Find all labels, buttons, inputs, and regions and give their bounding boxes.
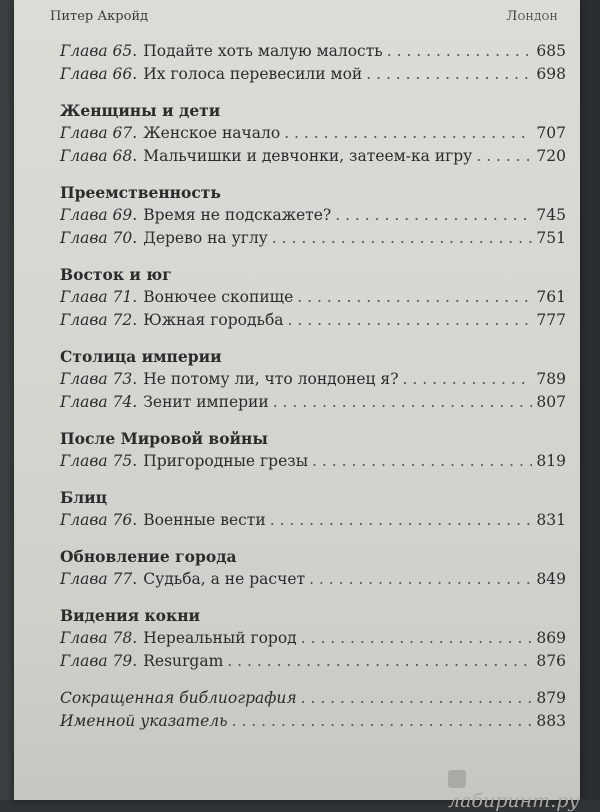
- toc-entry[interactable]: [60, 122, 566, 145]
- dot-leader: [270, 509, 533, 532]
- page-number: 777: [536, 311, 566, 329]
- watermark-text: лабиринт.ру: [448, 790, 580, 812]
- page-number: 745: [536, 206, 566, 224]
- dot-leader: [476, 145, 532, 168]
- section-title: Столица империи: [60, 347, 222, 366]
- chapter-separator: .: [132, 393, 138, 411]
- page-number: 789: [536, 370, 566, 388]
- chapter-title: Дерево на углу: [143, 229, 268, 247]
- section-title: Блиц: [60, 488, 108, 507]
- page-number: 807: [536, 393, 566, 411]
- page-number: 707: [536, 124, 566, 142]
- chapter-separator: .: [132, 370, 138, 388]
- chapter-separator: .: [132, 229, 138, 247]
- chapter-title: Военные вести: [143, 511, 266, 529]
- section-title: После Мировой войны: [60, 429, 268, 448]
- chapter-title: Женское начало: [143, 124, 281, 142]
- section-title: Преемственность: [60, 183, 221, 202]
- dot-leader: [335, 204, 532, 227]
- toc-section: [60, 182, 566, 250]
- chapter-title: Время не подскажете?: [143, 206, 332, 224]
- chapter-number: Глава 75: [60, 452, 133, 470]
- chapter-number: Глава 79: [60, 652, 133, 670]
- toc-section: [60, 40, 566, 86]
- dot-leader: [366, 63, 532, 86]
- dot-leader: [301, 627, 533, 650]
- toc-entry[interactable]: [60, 568, 566, 591]
- watermark: [448, 768, 600, 812]
- section-title: Обновление города: [60, 547, 237, 566]
- chapter-number: Глава 76: [60, 511, 133, 529]
- chapter-separator: .: [132, 42, 138, 60]
- chapter-separator: .: [132, 65, 138, 83]
- dot-leader: [403, 368, 533, 391]
- dot-leader: [387, 40, 533, 63]
- toc-entry[interactable]: [60, 40, 566, 63]
- chapter-separator: .: [132, 629, 138, 647]
- back-matter: [60, 687, 566, 733]
- running-head-title: Лондон: [506, 9, 558, 24]
- dot-leader: [301, 687, 533, 710]
- toc-entry[interactable]: [60, 391, 566, 414]
- section-title: Видения кокни: [60, 606, 201, 625]
- running-head-author: Питер Акройд: [50, 9, 149, 24]
- chapter-number: Глава 68: [60, 147, 133, 165]
- toc-entry[interactable]: [60, 650, 566, 673]
- page-number: 879: [536, 689, 566, 707]
- toc-entry[interactable]: [60, 368, 566, 391]
- toc-section: [60, 264, 566, 332]
- toc-entry[interactable]: [60, 450, 566, 473]
- toc-section: [60, 605, 566, 673]
- chapter-number: Глава 78: [60, 629, 133, 647]
- chapter-separator: .: [132, 311, 138, 329]
- toc-entry[interactable]: [60, 63, 566, 86]
- table-of-contents: [60, 40, 566, 747]
- page-number: 883: [536, 712, 566, 730]
- chapter-title: Мальчишки и девчонки, затеем-ка игру: [143, 147, 473, 165]
- chapter-separator: .: [132, 452, 138, 470]
- chapter-separator: .: [132, 288, 138, 306]
- chapter-title: Судьба, а не расчет: [143, 570, 306, 588]
- book-page: [14, 0, 580, 800]
- page-number: 698: [536, 65, 566, 83]
- chapter-title: Не потому ли, что лондонец я?: [143, 370, 399, 388]
- dot-leader: [232, 710, 533, 733]
- section-title: Женщины и дети: [60, 101, 221, 120]
- chapter-title: Подайте хоть малую малость: [143, 42, 383, 60]
- dot-leader: [309, 568, 532, 591]
- chapter-number: Глава 66: [60, 65, 133, 83]
- chapter-title: Вонючее скопище: [143, 288, 294, 306]
- chapter-title: Нереальный город: [143, 629, 297, 647]
- toc-section: [60, 487, 566, 532]
- chapter-number: Глава 71: [60, 288, 133, 306]
- page-number: 761: [536, 288, 566, 306]
- chapter-title: Resurgam: [143, 652, 224, 670]
- chapter-separator: .: [132, 206, 138, 224]
- chapter-number: Глава 72: [60, 311, 133, 329]
- page-number: 751: [536, 229, 566, 247]
- toc-entry[interactable]: [60, 627, 566, 650]
- page-number: 876: [536, 652, 566, 670]
- dot-leader: [297, 286, 532, 309]
- toc-entry[interactable]: [60, 227, 566, 250]
- page-number: 720: [536, 147, 566, 165]
- chapter-number: Глава 77: [60, 570, 133, 588]
- page-number: 685: [536, 42, 566, 60]
- chapter-separator: .: [132, 652, 138, 670]
- toc-entry[interactable]: [60, 286, 566, 309]
- chapter-separator: .: [132, 124, 138, 142]
- section-title: Восток и юг: [60, 265, 172, 284]
- chapter-number: Глава 74: [60, 393, 133, 411]
- chapter-separator: .: [132, 570, 138, 588]
- back-matter-title: Сокращенная библиография: [60, 689, 297, 707]
- toc-entry[interactable]: [60, 145, 566, 168]
- chapter-number: Глава 67: [60, 124, 133, 142]
- chapter-separator: .: [132, 147, 138, 165]
- back-matter-title: Именной указатель: [60, 712, 228, 730]
- chapter-title: Их голоса перевесили мой: [143, 65, 363, 83]
- dot-leader: [284, 122, 532, 145]
- chapter-number: Глава 70: [60, 229, 133, 247]
- dot-leader: [272, 227, 533, 250]
- chapter-number: Глава 65: [60, 42, 133, 60]
- dot-leader: [288, 309, 533, 332]
- toc-section: [60, 346, 566, 414]
- toc-section: [60, 546, 566, 591]
- page-number: 869: [536, 629, 566, 647]
- watermark-logo-icon: [448, 770, 466, 788]
- chapter-number: Глава 73: [60, 370, 133, 388]
- back-matter-entry[interactable]: [60, 687, 566, 710]
- page-number: 831: [536, 511, 566, 529]
- chapter-title: Южная городьба: [143, 311, 284, 329]
- toc-entry[interactable]: [60, 309, 566, 332]
- chapter-number: Глава 69: [60, 206, 133, 224]
- chapter-title: Пригородные грезы: [143, 452, 309, 470]
- chapter-title: Зенит империи: [143, 393, 269, 411]
- dot-leader: [227, 650, 532, 673]
- dot-leader: [273, 391, 533, 414]
- toc-section: [60, 428, 566, 473]
- toc-section: [60, 100, 566, 168]
- dot-leader: [312, 450, 532, 473]
- toc-entry[interactable]: [60, 509, 566, 532]
- back-matter-entry[interactable]: [60, 710, 566, 733]
- toc-entry[interactable]: [60, 204, 566, 227]
- page-number: 849: [536, 570, 566, 588]
- chapter-separator: .: [132, 511, 138, 529]
- page-number: 819: [536, 452, 566, 470]
